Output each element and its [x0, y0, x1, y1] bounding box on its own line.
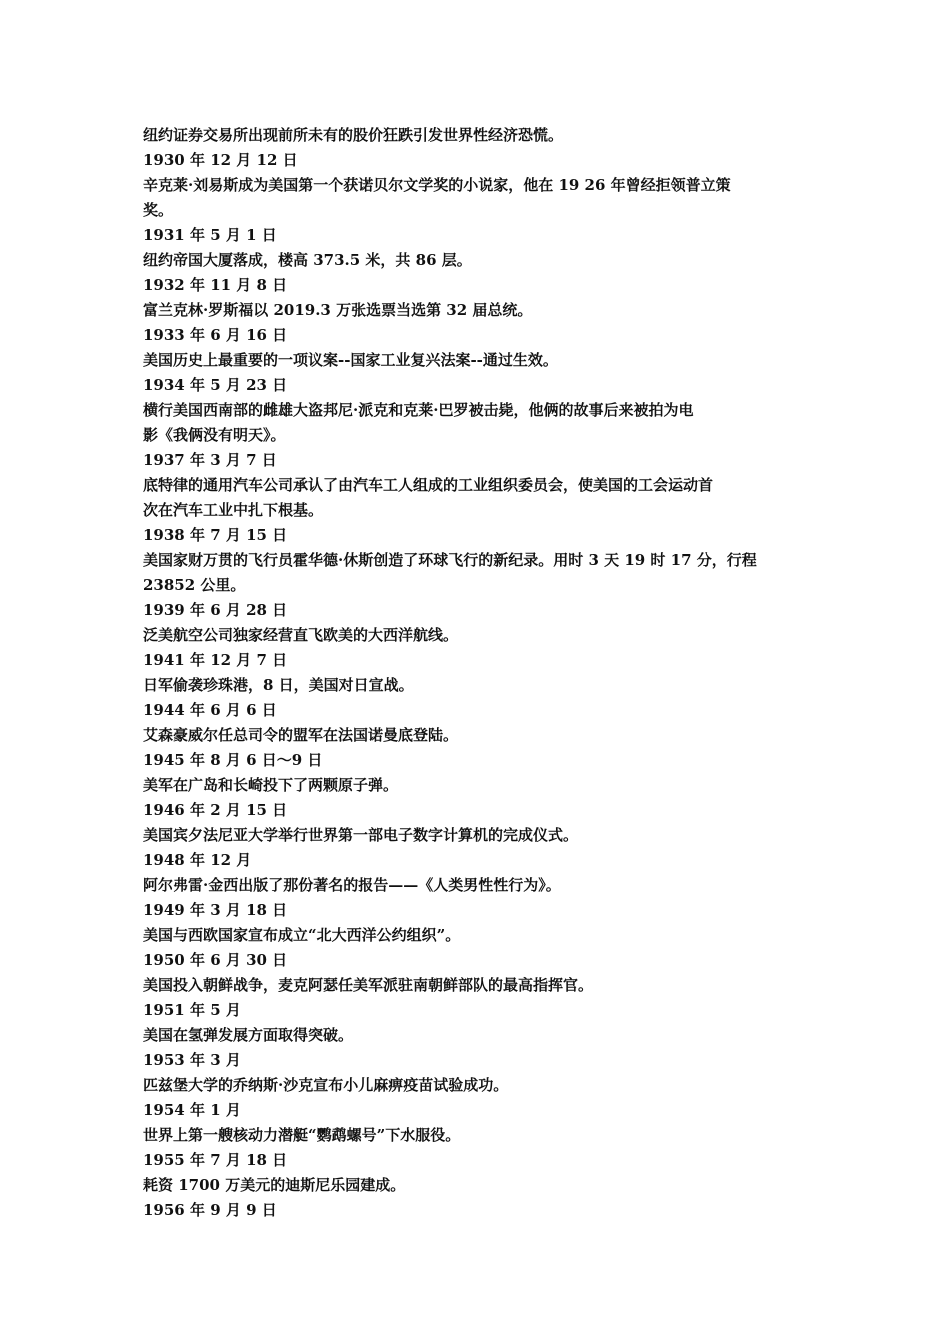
text-line: 阿尔弗雷·金西出版了那份著名的报告——《人类男性性行为》。: [143, 876, 561, 894]
date-line: 1930 年 12 月 12 日: [143, 151, 298, 169]
text-line: 泛美航空公司独家经营直飞欧美的大西洋航线。: [143, 626, 459, 644]
text-line: 艾森豪威尔任总司令的盟军在法国诺曼底登陆。: [143, 726, 459, 744]
text-line: 纽约帝国大厦落成，楼高 373.5 米，共 86 层。: [143, 251, 472, 269]
date-line: 1956 年 9 月 9 日: [143, 1201, 277, 1219]
date-line: 1933 年 6 月 16 日: [143, 326, 288, 344]
text-line: 世界上第一艘核动力潜艇“鹦鹉螺号”下水服役。: [143, 1126, 461, 1144]
text-line: 日军偷袭珍珠港，8 日，美国对日宣战。: [143, 676, 414, 694]
text-line: 影《我俩没有明天》。: [143, 426, 286, 444]
text-line: 匹兹堡大学的乔纳斯·沙克宣布小儿麻痹疫苗试验成功。: [143, 1076, 509, 1094]
text-line: 美军在广岛和长崎投下了两颗原子弹。: [143, 776, 399, 794]
text-line: 美国宾夕法尼亚大学举行世界第一部电子数字计算机的完成仪式。: [143, 826, 579, 844]
date-line: 1949 年 3 月 18 日: [143, 901, 288, 919]
text-line: 富兰克林·罗斯福以 2019.3 万张选票当选第 32 届总统。: [143, 301, 533, 319]
text-line: 底特律的通用汽车公司承认了由汽车工人组成的工业组织委员会，使美国的工会运动首: [143, 476, 714, 494]
date-line: 1948 年 12 月: [143, 851, 252, 869]
text-line: 美国历史上最重要的一项议案--国家工业复兴法案--通过生效。: [143, 351, 558, 369]
date-line: 1937 年 3 月 7 日: [143, 451, 277, 469]
text-line: 辛克莱·刘易斯成为美国第一个获诺贝尔文学奖的小说家，他在 19 26 年曾经拒领普立策: [143, 176, 731, 194]
date-line: 1946 年 2 月 15 日: [143, 801, 288, 819]
text-line: 纽约证券交易所出现前所未有的股价狂跌引发世界性经济恐慌。: [143, 126, 564, 144]
text-line: 美国在氢弹发展方面取得突破。: [143, 1026, 354, 1044]
date-line: 1939 年 6 月 28 日: [143, 601, 288, 619]
text-line: 横行美国西南部的雌雄大盗邦尼·派克和克莱·巴罗被击毙，他俩的故事后来被拍为电: [143, 401, 694, 419]
text-line: 23852 公里。: [143, 576, 246, 594]
date-line: 1951 年 5 月: [143, 1001, 241, 1019]
document-body: [143, 123, 808, 1223]
date-line: 1955 年 7 月 18 日: [143, 1151, 288, 1169]
date-line: 1934 年 5 月 23 日: [143, 376, 288, 394]
text-line: 次在汽车工业中扎下根基。: [143, 501, 324, 519]
date-line: 1953 年 3 月: [143, 1051, 241, 1069]
date-line: 1944 年 6 月 6 日: [143, 701, 277, 719]
date-line: 1950 年 6 月 30 日: [143, 951, 288, 969]
date-line: 1938 年 7 月 15 日: [143, 526, 288, 544]
text-line: 美国家财万贯的飞行员霍华德·休斯创造了环球飞行的新纪录。用时 3 天 19 时 17 分，行程: [143, 551, 757, 569]
text-line: 美国与西欧国家宣布成立“北大西洋公约组织”。: [143, 926, 461, 944]
text-line: 耗资 1700 万美元的迪斯尼乐园建成。: [143, 1176, 406, 1194]
date-line: 1941 年 12 月 7 日: [143, 651, 288, 669]
text-line: 奖。: [143, 201, 174, 219]
date-line: 1945 年 8 月 6 日～9 日: [143, 751, 323, 769]
text-line: 美国投入朝鲜战争，麦克阿瑟任美军派驻南朝鲜部队的最高指挥官。: [143, 976, 594, 994]
date-line: 1954 年 1 月: [143, 1101, 241, 1119]
date-line: 1932 年 11 月 8 日: [143, 276, 288, 294]
date-line: 1931 年 5 月 1 日: [143, 226, 277, 244]
